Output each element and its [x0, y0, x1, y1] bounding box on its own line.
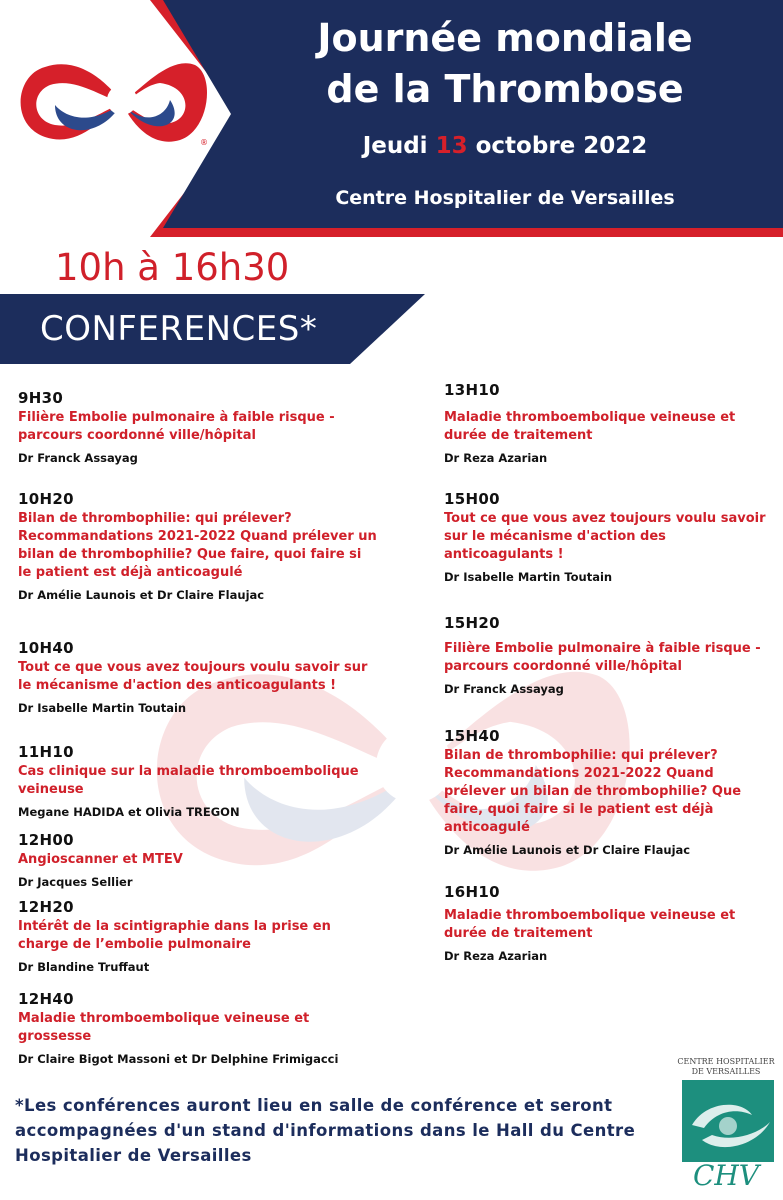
date-prefix: Jeudi: [362, 133, 428, 159]
session-time: 13H10: [444, 381, 500, 399]
session-speaker: Dr Isabelle Martin Toutain: [444, 570, 613, 584]
date-day: 13: [435, 133, 468, 159]
session-speaker: Dr Claire Bigot Massoni et Dr Delphine Frimigacci: [18, 1052, 339, 1066]
chv-logo-mark: [682, 1080, 774, 1162]
event-venue: Centre Hospitalier de Versailles: [335, 187, 675, 209]
session-title: Angioscanner et MTEV: [18, 852, 183, 867]
conferences-heading: CONFERENCES*: [40, 309, 318, 349]
session-title: Cas clinique sur la maladie thromboembolique veineuse: [18, 764, 359, 797]
session-speaker: Dr Franck Assayag: [18, 451, 138, 465]
session-title: Tout ce que vous avez toujours voulu savoir sur le mécanisme d'action des anticoagulants !: [18, 660, 368, 693]
event-hours: 10h à 16h30: [55, 246, 290, 289]
chv-swirl-icon: [682, 1080, 774, 1162]
session-title: Bilan de thrombophilie: qui prélever? Recommandations 2021-2022 Quand prélever un bilan de thrombophilie? Que faire, quoi faire si le patient est déjà anticoagulé: [18, 511, 377, 580]
schedule-item: [18, 743, 378, 820]
schedule-item: [18, 389, 378, 466]
session-time: 16H10: [444, 883, 500, 901]
session-speaker: Dr Franck Assayag: [444, 682, 564, 696]
event-title-line1: Journée mondiale: [317, 16, 693, 60]
venue-footnote: *Les conférences auront lieu en salle de conférence et seront accompagnées d'un stand d'informations dans le Hall du Centre Hospitalier de Versailles: [15, 1096, 636, 1165]
schedule-item: [18, 990, 378, 1067]
session-time: 15H40: [444, 727, 500, 745]
schedule-item: [444, 614, 774, 697]
event-title-line2: de la Thrombose: [326, 67, 684, 111]
schedule-item: [18, 898, 378, 975]
session-speaker: Dr Reza Azarian: [444, 451, 548, 465]
session-time: 15H20: [444, 614, 500, 632]
session-speaker: Dr Amélie Launois et Dr Claire Flaujac: [444, 843, 691, 857]
schedule-item: [18, 639, 378, 716]
session-time: 15H00: [444, 490, 500, 508]
schedule-item: [444, 490, 774, 585]
session-title: Maladie thromboembolique veineuse et durée de traitement: [444, 410, 736, 443]
chv-logo-line2: DE VERSAILLES: [691, 1067, 761, 1076]
date-suffix: octobre 2022: [475, 133, 648, 159]
session-time: 9H30: [18, 389, 64, 407]
session-speaker: Dr Isabelle Martin Toutain: [18, 701, 187, 715]
schedule-item: [444, 381, 774, 466]
schedule-item: [444, 883, 774, 964]
session-title: Tout ce que vous avez toujours voulu savoir sur le mécanisme d'action des anticoagulants !: [444, 511, 766, 562]
session-time: 11H10: [18, 743, 74, 761]
session-speaker: Megane HADIDA et Olivia TREGON: [18, 805, 240, 819]
session-speaker: Dr Reza Azarian: [444, 949, 548, 963]
registered-mark: ®: [200, 138, 208, 147]
chv-logo-letters: CHV: [692, 1159, 760, 1192]
chv-logo-line1: CENTRE HOSPITALIER: [677, 1057, 775, 1066]
schedule-item: [18, 490, 378, 603]
session-time: 12H00: [18, 831, 74, 849]
session-speaker: Dr Blandine Truffaut: [18, 960, 150, 974]
session-speaker: Dr Jacques Sellier: [18, 875, 133, 889]
session-title: Intérêt de la scintigraphie dans la prise en charge de l’embolie pulmonaire: [18, 919, 331, 952]
session-time: 10H40: [18, 639, 74, 657]
schedule-item: [444, 727, 774, 858]
session-time: 12H40: [18, 990, 74, 1008]
session-title: Bilan de thrombophilie: qui prélever? Recommandations 2021-2022 Quand prélever un bilan de thrombophilie? Que faire, quoi faire si le patient est déjà anticoagulé: [444, 748, 742, 835]
session-title: Maladie thromboembolique veineuse et durée de traitement: [444, 908, 736, 941]
session-time: 12H20: [18, 898, 74, 916]
session-time: 10H20: [18, 490, 74, 508]
session-title: Filière Embolie pulmonaire à faible risque - parcours coordonné ville/hôpital: [444, 641, 761, 674]
session-speaker: Dr Amélie Launois et Dr Claire Flaujac: [18, 588, 265, 602]
event-date: [235, 131, 775, 161]
session-title: Maladie thromboembolique veineuse et grossesse: [18, 1011, 310, 1044]
session-title: Filière Embolie pulmonaire à faible risque - parcours coordonné ville/hôpital: [18, 410, 335, 443]
thrombosis-day-logo: [10, 45, 215, 155]
schedule-item: [18, 831, 378, 890]
